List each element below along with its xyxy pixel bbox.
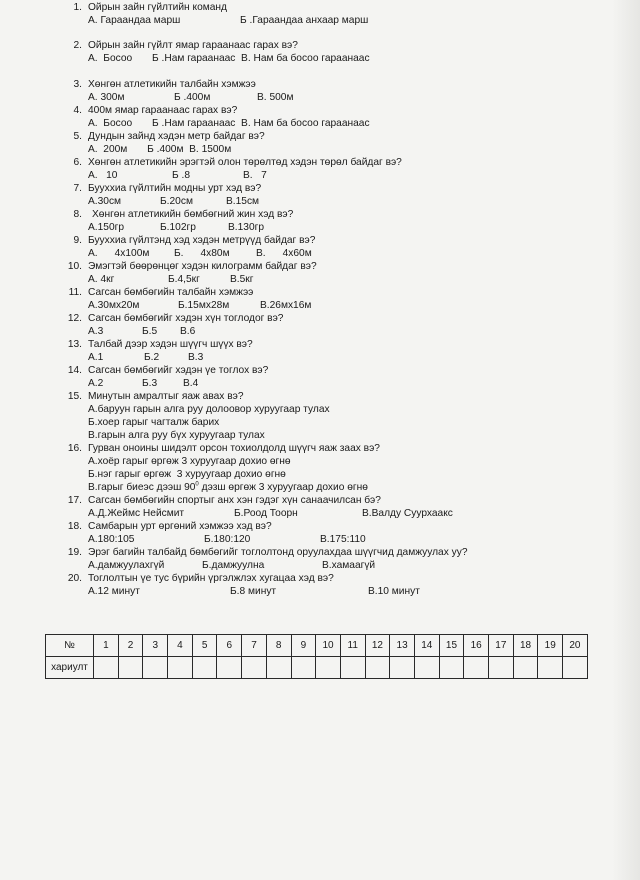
option: А.30мх20м xyxy=(88,300,140,311)
option: Б.180:120 xyxy=(204,534,251,545)
scan-edge-shadow xyxy=(612,0,640,880)
answer-cell[interactable] xyxy=(365,657,390,679)
question-number-cell: 6 xyxy=(217,635,242,657)
question-number-cell: 19 xyxy=(538,635,563,657)
option: В.15см xyxy=(226,196,260,207)
question-number-cell: 7 xyxy=(242,635,267,657)
question-number: 9. xyxy=(73,235,82,246)
option: Б.102гр xyxy=(160,222,196,233)
option: А. Босоо Б .Нам гараанаас В. Нам ба босоо гараанаас xyxy=(88,53,370,64)
question-number-cell: 10 xyxy=(316,635,341,657)
question-text: Самбарын урт өргөний хэмжээ хэд вэ? xyxy=(88,521,272,532)
answer-cell[interactable] xyxy=(414,657,439,679)
question-number: 2. xyxy=(73,40,82,51)
answer-cell[interactable] xyxy=(439,657,464,679)
question-number-cell: 20 xyxy=(563,635,588,657)
option: А. Босоо Б .Нам гараанаас В. Нам ба босоо гараанаас xyxy=(88,118,370,129)
option: А. 4кг xyxy=(88,274,115,285)
answer-cell[interactable] xyxy=(94,657,119,679)
option: А. Гараандаа марш xyxy=(88,15,181,26)
option: А.1 xyxy=(88,352,104,363)
option: В. 500м xyxy=(257,92,294,103)
question-text: Бууххиа гүйлтэнд хэд хэдэн метрүүд байдаг вэ? xyxy=(88,235,316,246)
option: А.12 минут xyxy=(88,586,140,597)
question-number: 14. xyxy=(67,365,82,376)
option: В. 7 xyxy=(243,170,267,181)
option: А.Д.Жеймс Нейсмит xyxy=(88,508,185,519)
answer-cell[interactable] xyxy=(192,657,217,679)
answer-cell[interactable] xyxy=(168,657,193,679)
question-number: 8. xyxy=(73,209,82,220)
question-number: 10. xyxy=(67,261,82,272)
question-number: 7. xyxy=(73,183,82,194)
option: А.150гр xyxy=(88,222,125,233)
answer-cell[interactable] xyxy=(316,657,341,679)
question-number: 18. xyxy=(67,521,82,532)
question-text: Сагсан бөмбөгийн спортыг анх хэн гэдэг хүн санаачилсан бэ? xyxy=(88,495,381,506)
option: В.4 xyxy=(183,378,199,389)
question-number: 3. xyxy=(73,79,82,90)
option: В.130гр xyxy=(228,222,265,233)
option: Б.4,5кг xyxy=(168,274,200,285)
option-part: дэзш өргөж 3 хуруугаар дохио өгнө xyxy=(201,482,368,493)
answer-cell[interactable] xyxy=(489,657,514,679)
option: В.6 xyxy=(180,326,196,337)
question-text: Хөнгөн атлетикийн эрэгтэй олон төрөлтөд хэдэн төрөл байдаг вэ? xyxy=(88,157,402,168)
question-text: Гурван оноины шидэлт орсон тохиолдолд шүүгч яаж заах вэ? xyxy=(88,443,380,454)
option: А.3 xyxy=(88,326,104,337)
answer-table xyxy=(45,634,588,679)
question-number-cell: 11 xyxy=(340,635,365,657)
question-number-cell: 12 xyxy=(365,635,390,657)
question-number: 16. xyxy=(67,443,82,454)
question-number-cell: 15 xyxy=(439,635,464,657)
answer-cell[interactable] xyxy=(538,657,563,679)
option: А.баруун гарын алга руу долоовор хуруугаар тулах xyxy=(88,404,330,415)
question-text: Дундын зайнд хэдэн метр байдаг вэ? xyxy=(88,131,265,142)
option: В.3 xyxy=(188,352,204,363)
answer-table-header-row xyxy=(46,635,588,657)
question-number-cell: 3 xyxy=(143,635,168,657)
question-number: 13. xyxy=(67,339,82,350)
question-number-cell: 2 xyxy=(118,635,143,657)
question-text: Хөнгөн атлетикийн талбайн хэмжээ xyxy=(88,79,256,90)
option: В.5кг xyxy=(230,274,254,285)
question-text: 400м ямар гараанаас гарах вэ? xyxy=(88,105,238,116)
question-number-cell: 13 xyxy=(390,635,415,657)
answer-cell[interactable] xyxy=(266,657,291,679)
option: Б .400м xyxy=(174,92,211,103)
option: А.30см xyxy=(88,196,122,207)
option: А.180:105 xyxy=(88,534,135,545)
question-text: Ойрын зайн гүйлтийн команд xyxy=(88,2,227,13)
option: А.хоёр гарыг өргөж 3 хуруугаар дохио өгнө xyxy=(88,456,291,467)
number-header-cell: № xyxy=(46,635,94,657)
answer-cell[interactable] xyxy=(464,657,489,679)
question-number: 5. xyxy=(73,131,82,142)
question-text: Талбай дээр хэдэн шүүгч шүүх вэ? xyxy=(88,339,253,350)
option: Б.5 xyxy=(142,326,158,337)
answer-cell[interactable] xyxy=(513,657,538,679)
answer-cell[interactable] xyxy=(217,657,242,679)
option: Б.20см xyxy=(160,196,193,207)
answer-row-label: хариулт xyxy=(46,657,94,679)
answer-cell[interactable] xyxy=(291,657,316,679)
question-number: 11. xyxy=(68,287,82,298)
question-number-cell: 1 xyxy=(94,635,119,657)
option: В.Валду Суурхаакс xyxy=(362,508,453,519)
question-text: Ойрын зайн гүйлт ямар гараанаас гарах вэ? xyxy=(88,40,298,51)
option: Б.нэг гарыг өргөж 3 хуруугаар дохио өгнө xyxy=(88,469,286,480)
option: В.175:110 xyxy=(320,534,366,545)
option: Б.8 минут xyxy=(230,586,277,597)
question-number-cell: 14 xyxy=(414,635,439,657)
question-text: Тоглолтын үе тус бүрийн үргэлжлэх хугацаа хэд вэ? xyxy=(88,573,334,584)
option: В.26мх16м xyxy=(260,300,312,311)
answer-cell[interactable] xyxy=(242,657,267,679)
option: Б. 4х80м xyxy=(174,248,230,259)
answer-cell[interactable] xyxy=(118,657,143,679)
question-text: Минутын амралтыг яаж авах вэ? xyxy=(88,391,244,402)
question-text: Эрэг багийн талбайд бөмбөгийг тоглолтонд оруулахдаа шүүгчид дамжуулах уу? xyxy=(88,547,468,558)
option: Б .8 xyxy=(172,170,191,181)
question-number: 6. xyxy=(73,157,82,168)
question-number: 12. xyxy=(67,313,82,324)
option: Б.дамжуулна xyxy=(202,560,265,571)
option-with-degree xyxy=(88,482,368,494)
option-part: В.гарыг биеэс дээш 90 xyxy=(88,482,196,493)
question-text: Сагсан бөмбөгийг хэдэн хүн тоглодог вэ? xyxy=(88,313,284,324)
question-number: 17. xyxy=(67,495,82,506)
option: Б.Роод Тоорн xyxy=(234,508,298,519)
question-number: 20. xyxy=(67,573,82,584)
option: А.дамжуулахгүй xyxy=(88,560,165,571)
option: А. 4х100м xyxy=(88,248,150,259)
option: А. 300м xyxy=(88,92,125,103)
option: В.10 минут xyxy=(368,586,420,597)
option: А.2 xyxy=(88,378,104,389)
question-number: 19. xyxy=(67,547,82,558)
question-number: 1. xyxy=(73,2,82,13)
question-number-cell: 8 xyxy=(266,635,291,657)
question-number: 4. xyxy=(73,105,82,116)
question-number-cell: 18 xyxy=(513,635,538,657)
option: Б.3 xyxy=(142,378,158,389)
question-text: Сагсан бөмбөгийг хэдэн үе тоглох вэ? xyxy=(88,365,269,376)
option: А. 200м Б .400м В. 1500м xyxy=(88,144,232,155)
question-number: 15. xyxy=(67,391,82,402)
option: В.хамаагүй xyxy=(322,560,376,571)
question-number-cell: 4 xyxy=(168,635,193,657)
option: В.гарын алга руу бүх хуруугаар тулах xyxy=(88,430,265,441)
question-text: Эмэгтэй бөөрөнцөг хэдэн килограмм байдаг вэ? xyxy=(88,261,317,272)
answer-cell[interactable] xyxy=(563,657,588,679)
option: А. 10 xyxy=(88,170,118,181)
question-number-cell: 9 xyxy=(291,635,316,657)
answer-cell[interactable] xyxy=(340,657,365,679)
option: Б .Гараандаа анхаар марш xyxy=(240,15,369,26)
option: Б.15мх28м xyxy=(178,300,230,311)
answer-cell[interactable] xyxy=(390,657,415,679)
question-number-cell: 5 xyxy=(192,635,217,657)
option: Б.хоер гарыг чагталж барих xyxy=(88,417,220,428)
answer-table-answer-row xyxy=(46,657,588,679)
option: Б.2 xyxy=(144,352,160,363)
question-number-cell: 17 xyxy=(489,635,514,657)
answer-cell[interactable] xyxy=(143,657,168,679)
question-text: Бууххиа гүйлтийн модны урт хэд вэ? xyxy=(88,183,262,194)
option: В. 4х60м xyxy=(256,248,312,259)
question-text: Хөнгөн атлетикийн бөмбөгний жин хэд вэ? xyxy=(92,209,294,220)
question-text: Сагсан бөмбөгийн талбайн хэмжээ xyxy=(88,287,254,298)
question-number-cell: 16 xyxy=(464,635,489,657)
degree-superscript: 0 xyxy=(195,481,199,488)
